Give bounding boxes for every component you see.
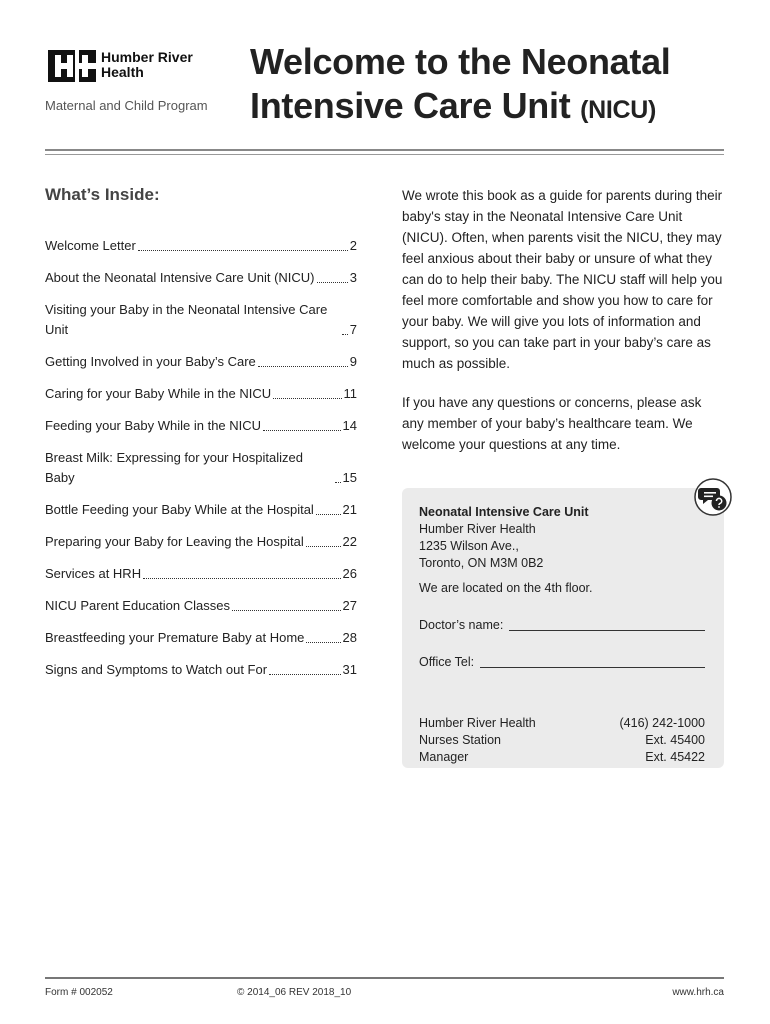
- title-abbr: (NICU): [580, 96, 657, 124]
- logo-line-1: Humber River: [101, 49, 193, 65]
- toc-item: [45, 352, 357, 372]
- toc-leader-dots: [342, 334, 348, 335]
- toc-item-title: About the Neonatal Intensive Care Unit (NICU): [45, 270, 315, 285]
- intro-paragraph-2: If you have any questions or concerns, please ask any member of your baby’s healthcare team. We welcome your questions at any time.: [402, 395, 702, 452]
- toc-leader-dots: [316, 514, 341, 515]
- toc-item-page: 28: [342, 630, 357, 645]
- toc-item: [45, 448, 357, 488]
- office-tel-field[interactable]: [419, 654, 705, 671]
- table-of-contents: [45, 236, 357, 692]
- contact-row: [419, 715, 705, 732]
- toc-leader-dots: [317, 282, 348, 283]
- hospital-logo: [48, 50, 218, 84]
- toc-item-page: 21: [342, 502, 357, 517]
- toc-leader-dots: [306, 642, 340, 643]
- office-tel-blank[interactable]: [480, 666, 705, 668]
- toc-item: [45, 532, 357, 552]
- floor-info: We are located on the 4th floor.: [419, 581, 593, 595]
- toc-item-title: Caring for your Baby While in the NICU: [45, 386, 272, 401]
- toc-item-page: 26: [342, 566, 357, 581]
- toc-item-page: 15: [342, 470, 357, 485]
- title-main: Intensive Care Unit: [250, 85, 571, 126]
- toc-leader-dots: [269, 674, 340, 675]
- toc-item-page: 2: [349, 238, 357, 253]
- toc-leader-dots: [232, 610, 341, 611]
- program-name: Maternal and Child Program: [45, 98, 208, 113]
- toc-leader-dots: [143, 578, 340, 579]
- toc-item-title: Feeding your Baby While in the NICU: [45, 418, 262, 433]
- logo-wordmark: [101, 50, 193, 80]
- logo-line-2: Health: [101, 64, 144, 80]
- toc-leader-dots: [335, 482, 341, 483]
- toc-item-title: Breast Milk: Expressing for your Hospitalized Baby: [45, 450, 303, 485]
- toc-item: [45, 384, 357, 404]
- city-address: Toronto, ON M3M 0B2: [419, 556, 544, 570]
- toc-item-title: Preparing your Baby for Leaving the Hospital: [45, 534, 304, 549]
- doctor-name-blank[interactable]: [509, 629, 705, 631]
- hrh-logo-icon: [48, 50, 96, 82]
- spacer: [419, 572, 705, 580]
- toc-item-title: Services at HRH: [45, 566, 142, 581]
- toc-item-page: 3: [349, 270, 357, 285]
- doctor-name-field[interactable]: [419, 617, 705, 634]
- toc-item-page: 7: [349, 322, 357, 337]
- toc-item-title: Getting Involved in your Baby’s Care: [45, 354, 256, 369]
- toc-item: [45, 500, 357, 520]
- toc-item-page: 22: [342, 534, 357, 549]
- toc-item-title: Signs and Symptoms to Watch out For: [45, 662, 268, 677]
- contact-label: Humber River Health: [419, 716, 536, 730]
- toc-leader-dots: [138, 250, 348, 251]
- website-url: www.hrh.ca: [672, 987, 724, 998]
- toc-item-page: 9: [349, 354, 357, 369]
- title-line-2: [250, 84, 671, 132]
- contact-value: (416) 242-1000: [619, 716, 705, 730]
- copyright: © 2014_06 REV 2018_10: [237, 987, 352, 998]
- contact-card-content: [419, 504, 705, 766]
- toc-item-page: 11: [343, 386, 357, 401]
- toc-item: [45, 300, 357, 340]
- chat-bubbles-icon: [694, 478, 732, 516]
- org-name: Humber River Health: [419, 522, 536, 536]
- toc-item: [45, 564, 357, 584]
- contact-label: Manager: [419, 750, 469, 764]
- toc-item-title: Bottle Feeding your Baby While at the Hospital: [45, 502, 314, 517]
- toc-leader-dots: [258, 366, 348, 367]
- footer-divider: [45, 977, 724, 979]
- toc-item: [45, 596, 357, 616]
- toc-item-page: 31: [342, 662, 357, 677]
- toc-item-page: 14: [342, 418, 357, 433]
- toc-leader-dots: [263, 430, 340, 431]
- form-number: Form # 002052: [45, 987, 113, 998]
- contact-label: Nurses Station: [419, 733, 501, 747]
- unit-name: Neonatal Intensive Care Unit: [419, 505, 589, 519]
- contact-row: [419, 749, 705, 766]
- header-divider: [45, 149, 724, 151]
- toc-item-page: 27: [342, 598, 357, 613]
- toc-item-title: Breastfeeding your Premature Baby at Home: [45, 630, 305, 645]
- toc-leader-dots: [273, 398, 341, 399]
- page-title: [250, 40, 671, 132]
- office-tel-label: Office Tel:: [419, 655, 475, 669]
- contact-list: [419, 715, 705, 766]
- contact-card: [402, 488, 724, 768]
- contact-value: Ext. 45422: [645, 750, 705, 764]
- toc-leader-dots: [306, 546, 341, 547]
- toc-item-title: NICU Parent Education Classes: [45, 598, 230, 613]
- toc-item: [45, 236, 357, 256]
- intro-text: [402, 185, 726, 473]
- contact-row: [419, 732, 705, 749]
- toc-item: [45, 416, 357, 436]
- toc-item: [45, 268, 357, 288]
- street-address: 1235 Wilson Ave.,: [419, 539, 519, 553]
- toc-item: [45, 628, 357, 648]
- intro-paragraph-1: We wrote this book as a guide for parents during their baby's stay in the Neonatal Intensive Care Unit (NICU). Often, when parents visit the NICU, they may feel anxious about their baby or unsure of what they can do to help their baby. The NICU staff will help you feel more comfortable and show you how to care for your baby. We will give you lots of information and support, so you can take part in your baby’s care as much as possible.: [402, 188, 723, 371]
- toc-item-title: Welcome Letter: [45, 238, 136, 253]
- toc-item-title: Visiting your Baby in the Neonatal Intensive Care Unit: [45, 302, 328, 337]
- toc-item: [45, 660, 357, 680]
- contact-value: Ext. 45400: [645, 733, 705, 747]
- toc-heading: What’s Inside:: [45, 185, 160, 204]
- doctor-name-label: Doctor’s name:: [419, 618, 504, 632]
- header-divider-thin: [45, 154, 724, 155]
- title-line-1: Welcome to the Neonatal: [250, 41, 671, 82]
